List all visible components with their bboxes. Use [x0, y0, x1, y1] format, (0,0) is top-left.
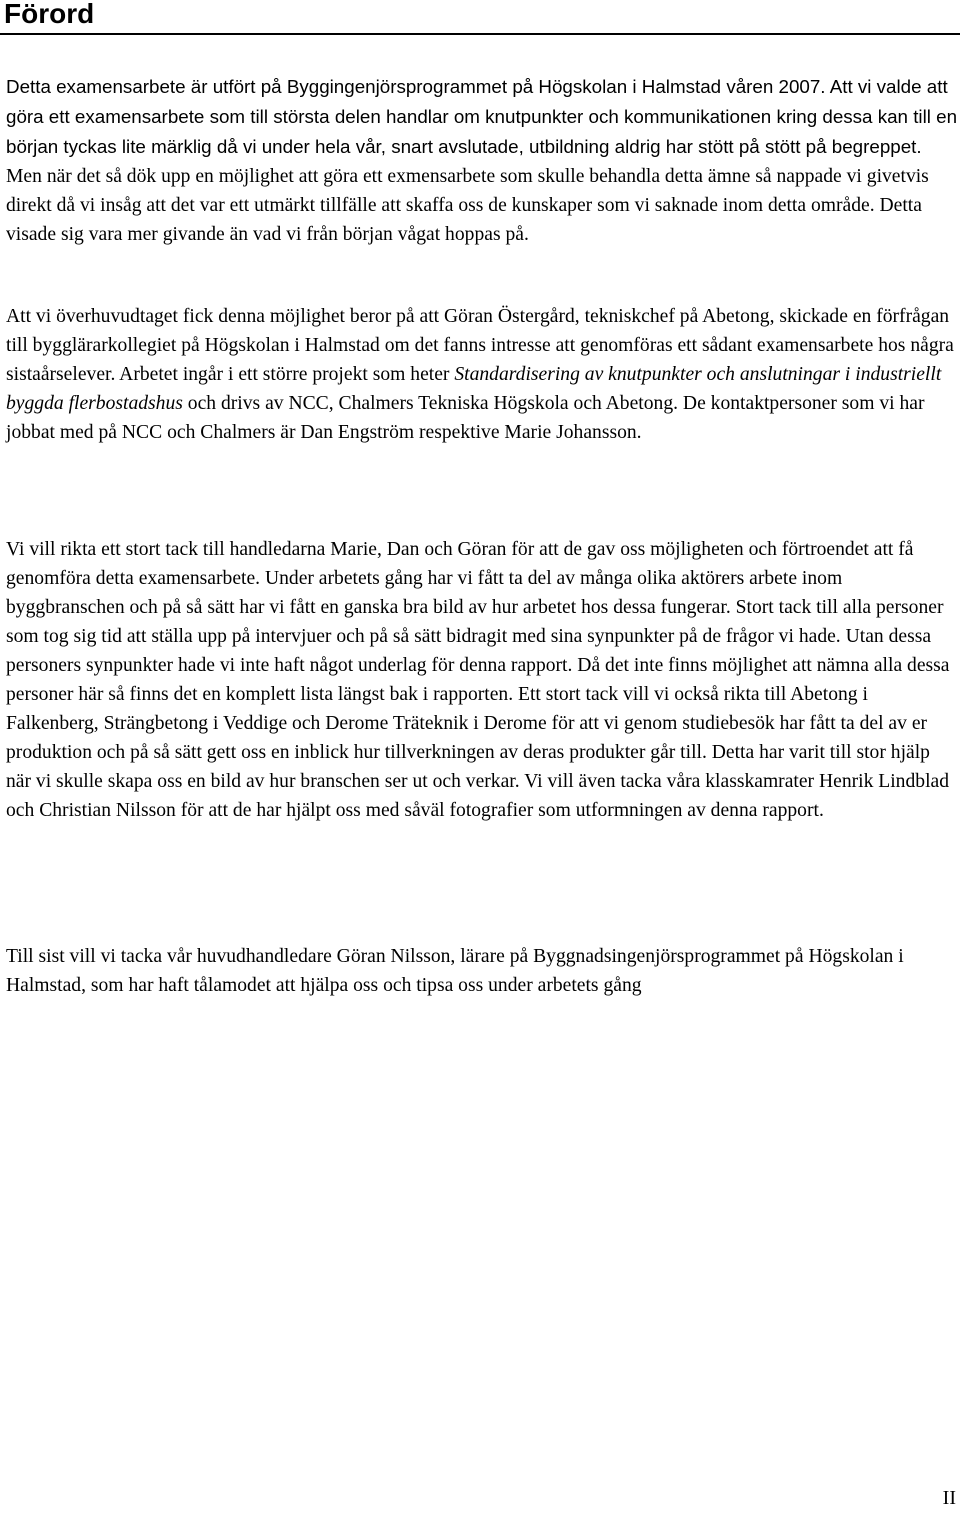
paragraph-2	[6, 302, 958, 447]
paragraph-2-text-start: Att vi överhuvudtaget fick denna möjlighet beror på att Göran Östergård, tekniskchef på Abetong, skickade en förfrågan till bygglärarkollegiet på Högskolan i Halmstad om det fanns intresse att genomföras ett sådant examensarbete hos några sistaårselever. Arbetet ingår i ett större projekt som heter	[6, 306, 954, 385]
paragraph-4: Till sist vill vi tacka vår huvudhandledare Göran Nilsson, lärare på Byggnadsingenjörsprogrammet på Högskolan i Halmstad, som har haft tålamodet att hjälpa oss och tipsa oss under arbetets gång	[6, 946, 904, 996]
page-number: II	[942, 1487, 956, 1509]
page-heading: Förord	[4, 0, 95, 29]
paragraph-1-sans-text: Detta examensarbete är utfört på Byggingenjörsprogrammet på Högskolan i Halmstad våren 2007. Att vi valde att göra ett examensarbete som till största delen handlar om knutpunkter och kommunikationen kring dessa kan till en början tyckas lite märklig då vi under hela vår, snart avslutade, utbildning aldrig har stött på stött på begreppet.	[6, 76, 958, 157]
project-title: Standardisering av knutpunkter och anslutningar i industriellt byggda flerbostadshus	[6, 364, 942, 414]
paragraph-3: Vi vill rikta ett stort tack till handledarna Marie, Dan och Göran för att de gav oss möjligheten och förtroendet att få genomföra detta examensarbete. Under arbetets gång har vi fått ta del av många olika aktörers arbete inom byggbranschen och på så sätt har vi fått en ganska bra bild av hur arbetet hos dessa fungerar. Stort tack till alla personer som tog sig tid att ställa upp på intervjuer och på så sätt bidragit med sina synpunkter på de frågor vi hade. Utan dessa personers synpunkter hade vi inte haft något underlag för denna rapport. Då det inte finns möjlighet att nämna alla dessa personer här så finns det en komplett lista längst bak i rapporten. Ett stort tack vill vi också rikta till Abetong i Falkenberg, Strängbetong i Veddige och Derome Träteknik i Derome för att vi genom studiebesök har fått ta del av er produktion och på så sätt gett oss en inblick hur tillverkningen av deras produkter går till. Detta har varit till stor hjälp när vi skulle skapa oss en bild av hur branschen ser ut och verkar. Vi vill även tacka våra klasskamrater Henrik Lindblad och Christian Nilsson för att de har hjälpt oss med såväl fotografier som utformningen av denna rapport.	[6, 539, 950, 821]
heading-rule	[0, 33, 960, 35]
paragraph-2-text-end: och drivs av NCC, Chalmers Tekniska Högskola och Abetong. De kontaktpersoner som vi har jobbat med på NCC och Chalmers är Dan Engström respektive Marie Johansson.	[6, 393, 925, 443]
paragraph-1-serif-text: Men när det så dök upp en möjlighet att göra ett exmensarbete som skulle behandla detta ämne så nappade vi givetvis direkt då vi insåg att det var ett utmärkt tillfälle att skaffa oss de kunskaper som vi saknade inom detta område. Detta visade sig vara mer givande än vad vi från början vågat hoppas på.	[6, 166, 929, 245]
paragraph-1	[6, 72, 958, 249]
